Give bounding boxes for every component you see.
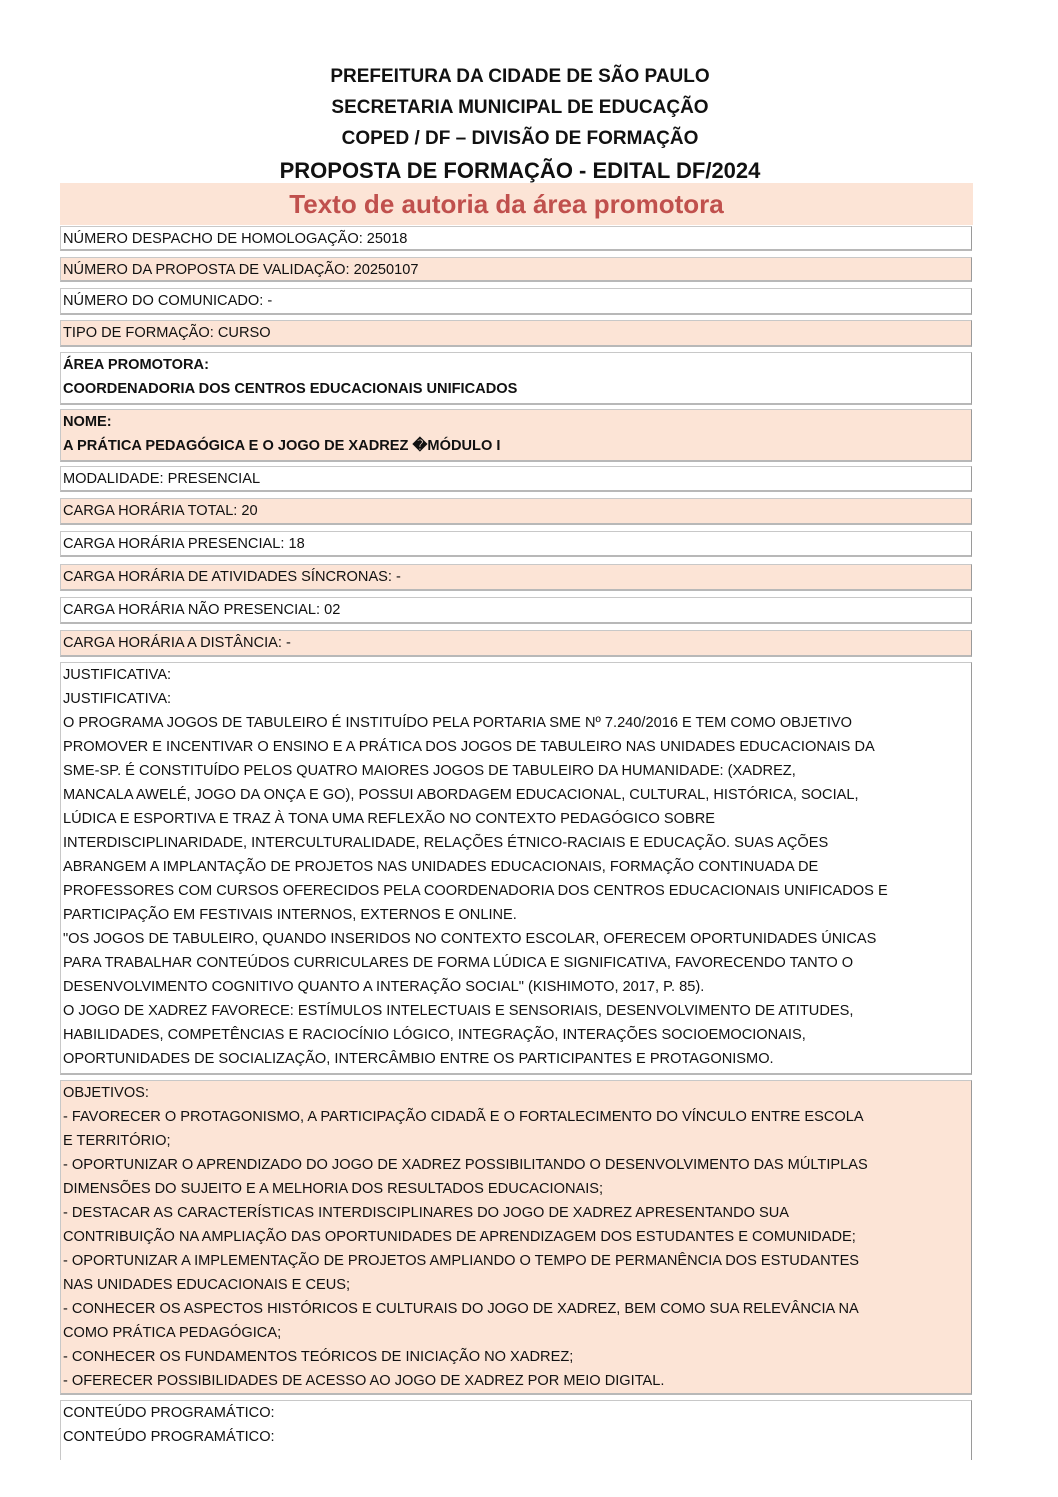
field-line: NÚMERO DO COMUNICADO: - bbox=[63, 293, 273, 309]
field-line: ÁREA PROMOTORA: bbox=[63, 357, 209, 373]
field-comunicado bbox=[60, 288, 972, 315]
header-prefeitura: PREFEITURA DA CIDADE DE SÃO PAULO bbox=[330, 66, 710, 87]
field-line: CARGA HORÁRIA A DISTÂNCIA: - bbox=[63, 635, 291, 651]
field-line: - FAVORECER O PROTAGONISMO, A PARTICIPAÇÃO CIDADÃ E O FORTALECIMENTO DO VÍNCULO ENTRE ESCOLA bbox=[63, 1109, 864, 1125]
field-line: - OPORTUNIZAR O APRENDIZADO DO JOGO DE XADREZ POSSIBILITANDO O DESENVOLVIMENTO DAS MÚLTIPLAS bbox=[63, 1157, 868, 1173]
header-divisao: COPED / DF – DIVISÃO DE FORMAÇÃO bbox=[341, 128, 699, 149]
field-carga-distancia bbox=[60, 630, 972, 657]
field-area-promotora bbox=[60, 352, 972, 405]
field-carga-sincronas bbox=[60, 564, 972, 591]
field-line: MANCALA AWELÉ, JOGO DA ONÇA E GO), POSSUI ABORDAGEM EDUCACIONAL, CULTURAL, HISTÓRICA, SOCIAL, bbox=[63, 787, 859, 803]
field-line: NOME: bbox=[63, 414, 112, 430]
field-justificativa bbox=[60, 662, 972, 1075]
field-line: - OPORTUNIZAR A IMPLEMENTAÇÃO DE PROJETOS AMPLIANDO O TEMPO DE PERMANÊNCIA DOS ESTUDANTES bbox=[63, 1253, 860, 1269]
field-line: DIMENSÕES DO SUJEITO E A MELHORIA DOS RESULTADOS EDUCACIONAIS; bbox=[63, 1181, 604, 1197]
field-line: - CONHECER OS FUNDAMENTOS TEÓRICOS DE INICIAÇÃO NO XADREZ; bbox=[63, 1349, 574, 1365]
field-line: CARGA HORÁRIA NÃO PRESENCIAL: 02 bbox=[63, 602, 341, 618]
field-line: NÚMERO DESPACHO DE HOMOLOGAÇÃO: 25018 bbox=[63, 231, 408, 247]
field-tipo-formacao bbox=[60, 320, 972, 347]
field-line: PROMOVER E INCENTIVAR O ENSINO E A PRÁTICA DOS JOGOS DE TABULEIRO NAS UNIDADES EDUCACIONAIS DA bbox=[63, 739, 875, 755]
field-line: PROFESSORES COM CURSOS OFERECIDOS PELA COORDENADORIA DOS CENTROS EDUCACIONAIS UNIFICADOS E bbox=[63, 883, 888, 899]
field-line: PARTICIPAÇÃO EM FESTIVAIS INTERNOS, EXTERNOS E ONLINE. bbox=[63, 907, 517, 923]
field-line: CONTEÚDO PROGRAMÁTICO: bbox=[63, 1405, 275, 1421]
field-line: CARGA HORÁRIA TOTAL: 20 bbox=[63, 503, 258, 519]
field-carga-total bbox=[60, 498, 972, 525]
field-line: DESENVOLVIMENTO COGNITIVO QUANTO A INTERAÇÃO SOCIAL" (KISHIMOTO, 2017, P. 85). bbox=[63, 979, 705, 995]
field-line: LÚDICA E ESPORTIVA E TRAZ À TONA UMA REFLEXÃO NO CONTEXTO PEDAGÓGICO SOBRE bbox=[63, 811, 716, 827]
field-line: JUSTIFICATIVA: bbox=[63, 691, 172, 707]
document-title: PROPOSTA DE FORMAÇÃO - EDITAL DF/2024 bbox=[279, 158, 761, 183]
field-line: CARGA HORÁRIA PRESENCIAL: 18 bbox=[63, 536, 305, 552]
subtitle: Texto de autoria da área promotora bbox=[289, 189, 724, 219]
field-line: CONTEÚDO PROGRAMÁTICO: bbox=[63, 1429, 275, 1445]
field-line: NAS UNIDADES EDUCACIONAIS E CEUS; bbox=[63, 1277, 351, 1293]
field-conteudo-programatico bbox=[60, 1400, 972, 1460]
field-line: - CONHECER OS ASPECTOS HISTÓRICOS E CULTURAIS DO JOGO DE XADREZ, BEM COMO SUA RELEVÂNCIA NA bbox=[63, 1301, 859, 1317]
field-line: JUSTIFICATIVA: bbox=[63, 667, 172, 683]
field-line: ABRANGEM A IMPLANTAÇÃO DE PROJETOS NAS UNIDADES EDUCACIONAIS, FORMAÇÃO CONTINUADA DE bbox=[63, 859, 819, 875]
field-line: NÚMERO DA PROPOSTA DE VALIDAÇÃO: 20250107 bbox=[63, 262, 419, 278]
field-line: CARGA HORÁRIA DE ATIVIDADES SÍNCRONAS: - bbox=[63, 569, 401, 585]
field-line: PARA TRABALHAR CONTEÚDOS CURRICULARES DE FORMA LÚDICA E SIGNIFICATIVA, FAVORECENDO TANTO O bbox=[63, 955, 854, 971]
field-despacho-homologacao bbox=[60, 226, 972, 251]
field-line: MODALIDADE: PRESENCIAL bbox=[63, 471, 261, 487]
subtitle-band bbox=[60, 183, 973, 225]
field-carga-presencial bbox=[60, 531, 972, 557]
field-line: O PROGRAMA JOGOS DE TABULEIRO É INSTITUÍDO PELA PORTARIA SME Nº 7.240/2016 E TEM COMO OBJETIVO bbox=[63, 715, 853, 731]
field-line: - OFERECER POSSIBILIDADES DE ACESSO AO JOGO DE XADREZ POR MEIO DIGITAL. bbox=[63, 1373, 665, 1389]
field-line: O JOGO DE XADREZ FAVORECE: ESTÍMULOS INTELECTUAIS E SENSORIAIS, DESENVOLVIMENTO DE ATITUDES, bbox=[63, 1003, 854, 1019]
header-secretaria: SECRETARIA MUNICIPAL DE EDUCAÇÃO bbox=[331, 97, 709, 118]
field-objetivos bbox=[60, 1080, 972, 1395]
field-line: COORDENADORIA DOS CENTROS EDUCACIONAIS UNIFICADOS bbox=[63, 381, 518, 397]
field-line: SME-SP. É CONSTITUÍDO PELOS QUATRO MAIORES JOGOS DE TABULEIRO DA HUMANIDADE: (XADREZ, bbox=[63, 763, 796, 779]
field-line: INTERDISCIPLINARIDADE, INTERCULTURALIDADE, RELAÇÕES ÉTNICO-RACIAIS E EDUCAÇÃO. SUAS AÇÕES bbox=[63, 835, 829, 851]
field-line: TIPO DE FORMAÇÃO: CURSO bbox=[63, 325, 271, 341]
field-line: OPORTUNIDADES DE SOCIALIZAÇÃO, INTERCÂMBIO ENTRE OS PARTICIPANTES E PROTAGONISMO. bbox=[63, 1051, 774, 1067]
field-nome bbox=[60, 409, 972, 462]
field-modalidade bbox=[60, 466, 972, 492]
field-line: E TERRITÓRIO; bbox=[63, 1133, 171, 1149]
field-line: CONTRIBUIÇÃO NA AMPLIAÇÃO DAS OPORTUNIDADES DE APRENDIZAGEM DOS ESTUDANTES E COMUNIDADE; bbox=[63, 1229, 856, 1245]
field-line: COMO PRÁTICA PEDAGÓGICA; bbox=[63, 1325, 282, 1341]
field-line: HABILIDADES, COMPETÊNCIAS E RACIOCÍNIO LÓGICO, INTEGRAÇÃO, INTERAÇÕES SOCIOEMOCIONAIS, bbox=[63, 1027, 806, 1043]
field-proposta-validacao bbox=[60, 257, 972, 282]
field-line: A PRÁTICA PEDAGÓGICA E O JOGO DE XADREZ �MÓDULO I bbox=[63, 438, 501, 454]
field-line: OBJETIVOS: bbox=[63, 1085, 149, 1101]
field-line: "OS JOGOS DE TABULEIRO, QUANDO INSERIDOS NO CONTEXTO ESCOLAR, OFERECEM OPORTUNIDADES ÚNICAS bbox=[63, 931, 877, 947]
field-carga-nao-presencial bbox=[60, 597, 972, 624]
field-line: - DESTACAR AS CARACTERÍSTICAS INTERDISCIPLINARES DO JOGO DE XADREZ APRESENTANDO SUA bbox=[63, 1205, 790, 1221]
